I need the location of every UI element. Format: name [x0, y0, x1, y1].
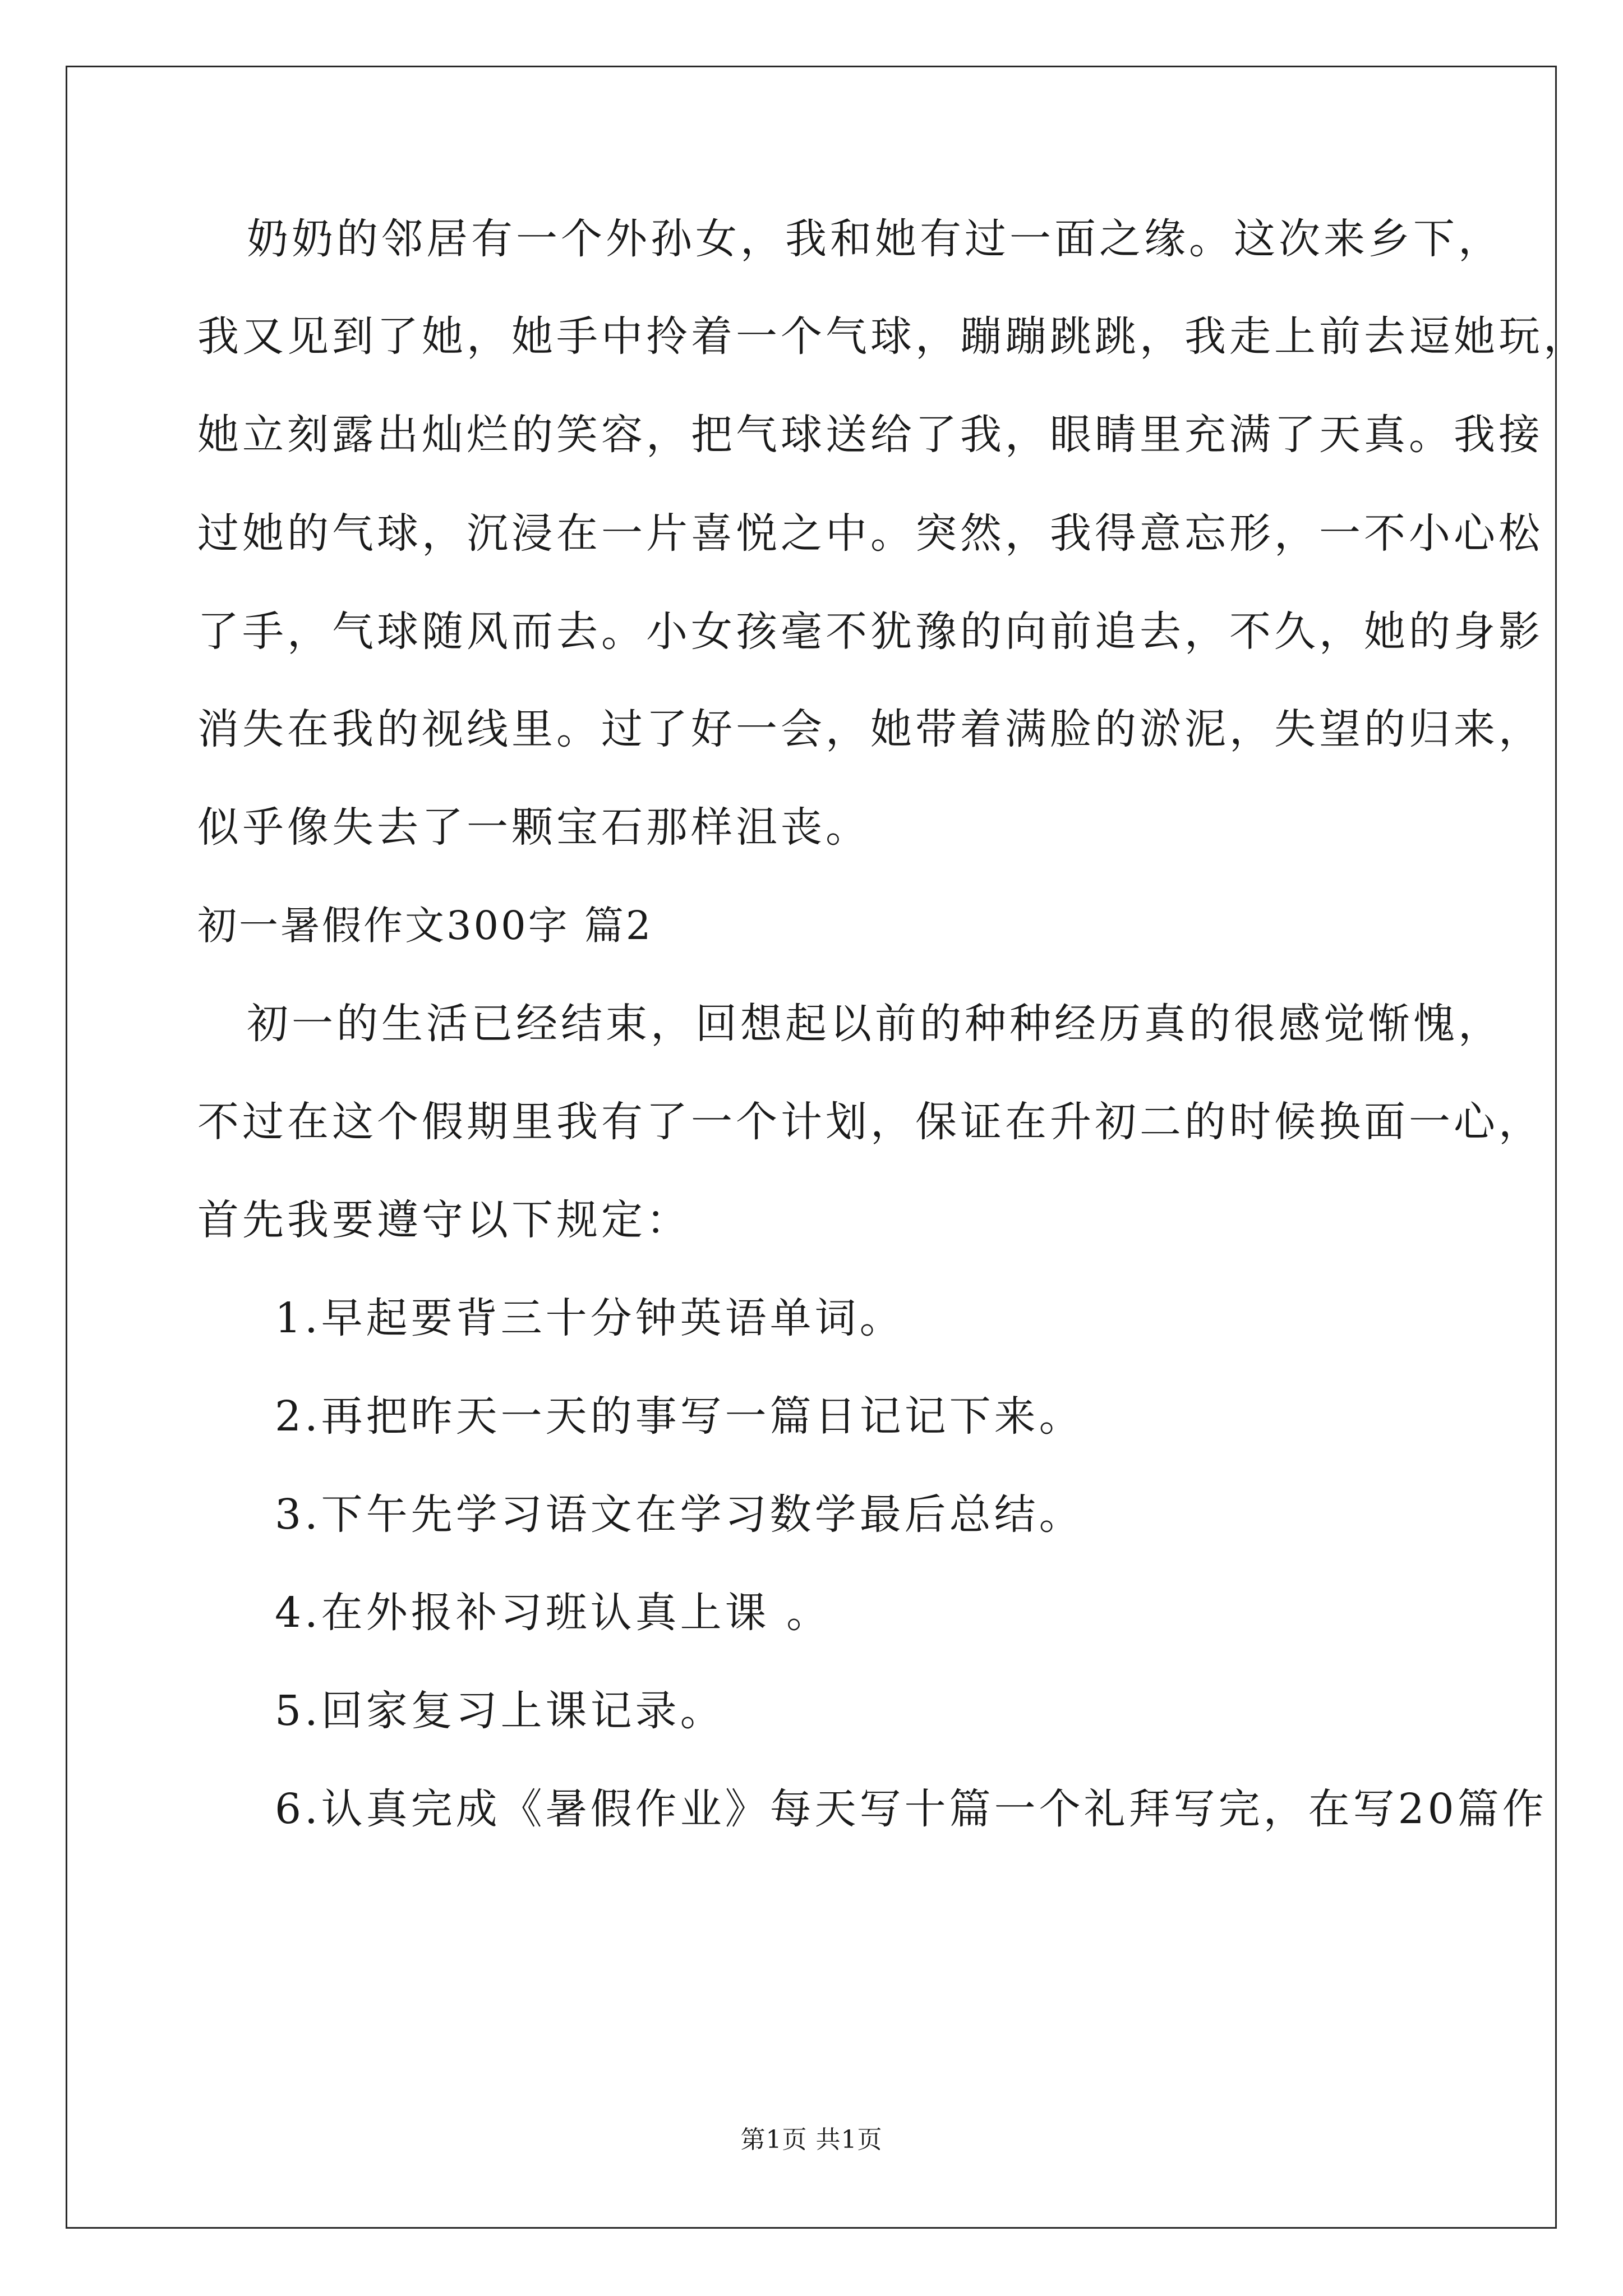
list-item: 4.在外报补习班认真上课 。	[275, 1589, 832, 1637]
paragraph-1-line-3: 她立刻露出灿烂的笑容，把气球送给了我，眼睛里充满了天真。我接	[197, 411, 1543, 459]
paragraph-2-line-2: 不过在这个假期里我有了一个计划，保证在升初二的时候换面一心，	[197, 1098, 1543, 1146]
list-item: 2.再把昨天一天的事写一篇日记记下来。	[275, 1392, 1084, 1441]
list-item: 1.早起要背三十分钟英语单词。	[275, 1294, 905, 1342]
page-border	[66, 66, 1557, 2229]
paragraph-1-line-1: 奶奶的邻居有一个外孙女，我和她有过一面之缘。这次来乡下，	[247, 215, 1503, 263]
paragraph-1-line-6: 消失在我的视线里。过了好一会，她带着满脸的淤泥，失望的归来，	[197, 705, 1543, 753]
section-heading: 初一暑假作文300字 篇2	[197, 903, 653, 949]
list-item: 5.回家复习上课记录。	[275, 1687, 725, 1735]
list-item: 3.下午先学习语文在学习数学最后总结。	[275, 1490, 1084, 1539]
list-item: 6.认真完成《暑假作业》每天写十篇一个礼拜写完，在写20篇作	[275, 1785, 1547, 1833]
paragraph-2-line-1: 初一的生活已经结束，回想起以前的种种经历真的很感觉惭愧，	[247, 1000, 1503, 1048]
paragraph-1-line-2: 我又见到了她，她手中拎着一个气球，蹦蹦跳跳，我走上前去逗她玩，	[197, 312, 1588, 361]
paragraph-1-line-7: 似乎像失去了一颗宝石那样沮丧。	[197, 803, 870, 852]
paragraph-1-line-5: 了手，气球随风而去。小女孩毫不犹豫的向前追去，不久，她的身影	[197, 608, 1543, 656]
page-footer: 第1页 共1页	[740, 2125, 883, 2154]
paragraph-2-line-3: 首先我要遵守以下规定：	[197, 1196, 691, 1244]
paragraph-1-line-4: 过她的气球，沉浸在一片喜悦之中。突然，我得意忘形，一不小心松	[197, 509, 1543, 558]
